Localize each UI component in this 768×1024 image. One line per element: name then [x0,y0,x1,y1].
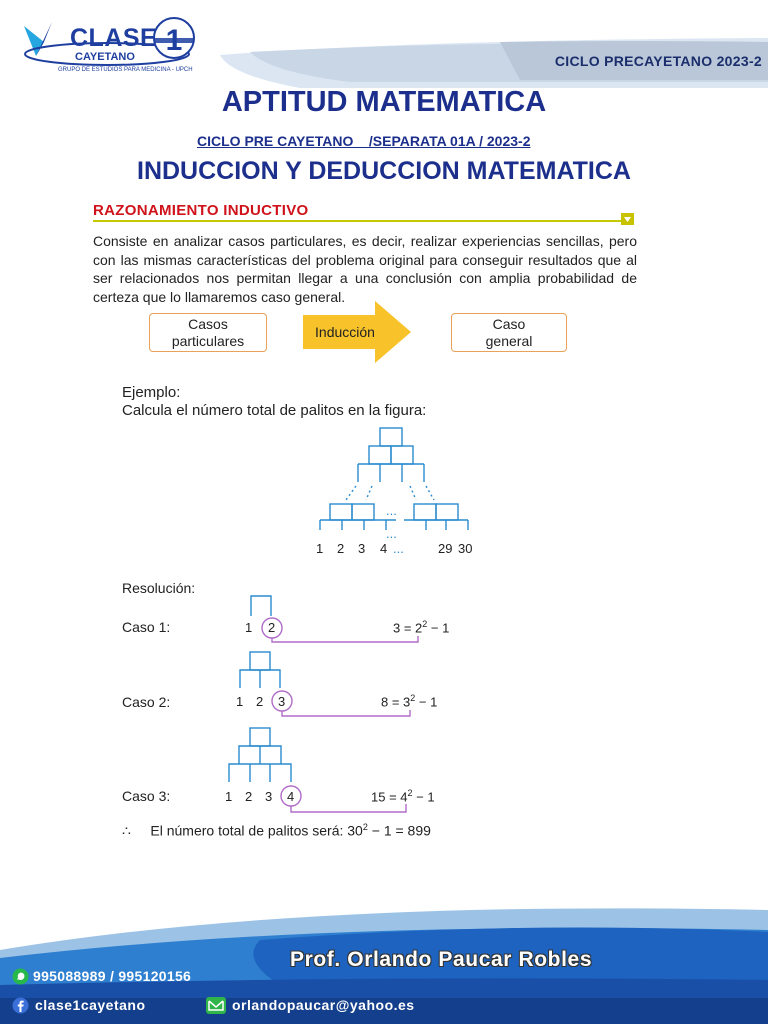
case-3-number: 4 [287,789,295,804]
email-icon [206,997,226,1014]
case-1-label: Caso 1: [122,619,171,635]
email-address: orlandopaucar@yahoo.es [232,997,415,1013]
section-rule [93,220,633,222]
diagram-dots-upper: ... [386,503,397,518]
cycle-subtitle: CICLO PRE CAYETANO /SEPARATA 01A / 2023-2 [197,133,531,149]
eq-exp: 2 [422,619,428,629]
eq-exp: 2 [407,788,413,798]
therefore-symbol: ∴ [122,822,131,839]
case-3-number: 2 [245,789,253,804]
flow-right-line2: general [485,332,533,349]
conclusion-result: − 1 = 899 [367,822,431,839]
triangle-down-icon [621,213,634,225]
flow-left-line2: particulares [171,332,245,349]
case-2-number: 3 [278,694,286,709]
resolution-heading: Resolución: [122,580,196,596]
section-title: RAZONAMIENTO INDUCTIVO [93,202,309,219]
diagram-dots-lower: ... [386,526,397,541]
section-paragraph: Consiste en analizar casos particulares, es decir, realizar experiencias sencillas, pero con las mismas características del problema original para conseguir resultados que al ser relacionados nos permitan llegar a una conclusión con amplia probabilidad de certeza que lo llamaremos caso general. [93,233,637,305]
case-2-equation [381,693,437,709]
logo-subtitle: GRUPO DE ESTUDIOS PARA MEDICINA - UPCH [58,67,193,73]
diagram-label: 4 [380,541,388,556]
diagram-label: 30 [458,541,473,556]
induction-arrow-label: Inducción [315,324,375,340]
conclusion-exp: 2 [362,822,368,832]
eq-right: − 1 [427,620,450,636]
conclusion [122,822,431,840]
eq-exp: 2 [410,693,416,703]
diagram-label: 1 [316,541,324,556]
diagram-label: 3 [358,541,366,556]
eq-left: 3 = 2 [393,620,423,636]
diagram-label: 2 [337,541,345,556]
case-1-number: 2 [268,620,276,635]
facebook-handle: clase1cayetano [35,997,146,1013]
flow-box-general [451,313,567,352]
cycle-label: CICLO PRECAYETANO 2023-2 [554,53,762,69]
eq-left: 15 = 4 [371,789,408,805]
logo-line1: CLASE [70,24,158,52]
diagram-label: ... [393,541,404,556]
case-3-number: 3 [265,789,273,804]
case-2-number: 2 [256,694,264,709]
case-2-label: Caso 2: [122,694,171,710]
case-3-number: 1 [225,789,233,804]
case-3-equation [371,788,435,804]
case-3-label: Caso 3: [122,788,171,804]
flow-right-line1: Caso [492,315,526,332]
case-1-number: 1 [245,620,253,635]
topic-title: INDUCCION Y DEDUCCION MATEMATICA [137,157,631,185]
example-question: Calcula el número total de palitos en la figura: [122,402,427,419]
professor-name: Prof. Orlando Paucar Robles [290,948,593,971]
conclusion-text: El número total de palitos será: 30 [150,822,363,839]
page-title: APTITUD MATEMATICA [221,86,547,118]
eq-left: 8 = 3 [381,694,411,710]
flow-left-line1: Casos [188,315,228,332]
whatsapp-icon [12,968,29,985]
case-1-equation [393,619,449,635]
eq-right: − 1 [412,789,435,805]
logo-line2: CAYETANO [75,51,135,63]
flow-box-particular [149,313,267,352]
eq-right: − 1 [415,694,438,710]
facebook-icon [12,997,29,1014]
case-2-number: 1 [236,694,244,709]
phone-numbers: 995088989 / 995120156 [33,968,192,984]
diagram-label: 29 [438,541,453,556]
example-heading: Ejemplo: [122,384,181,401]
